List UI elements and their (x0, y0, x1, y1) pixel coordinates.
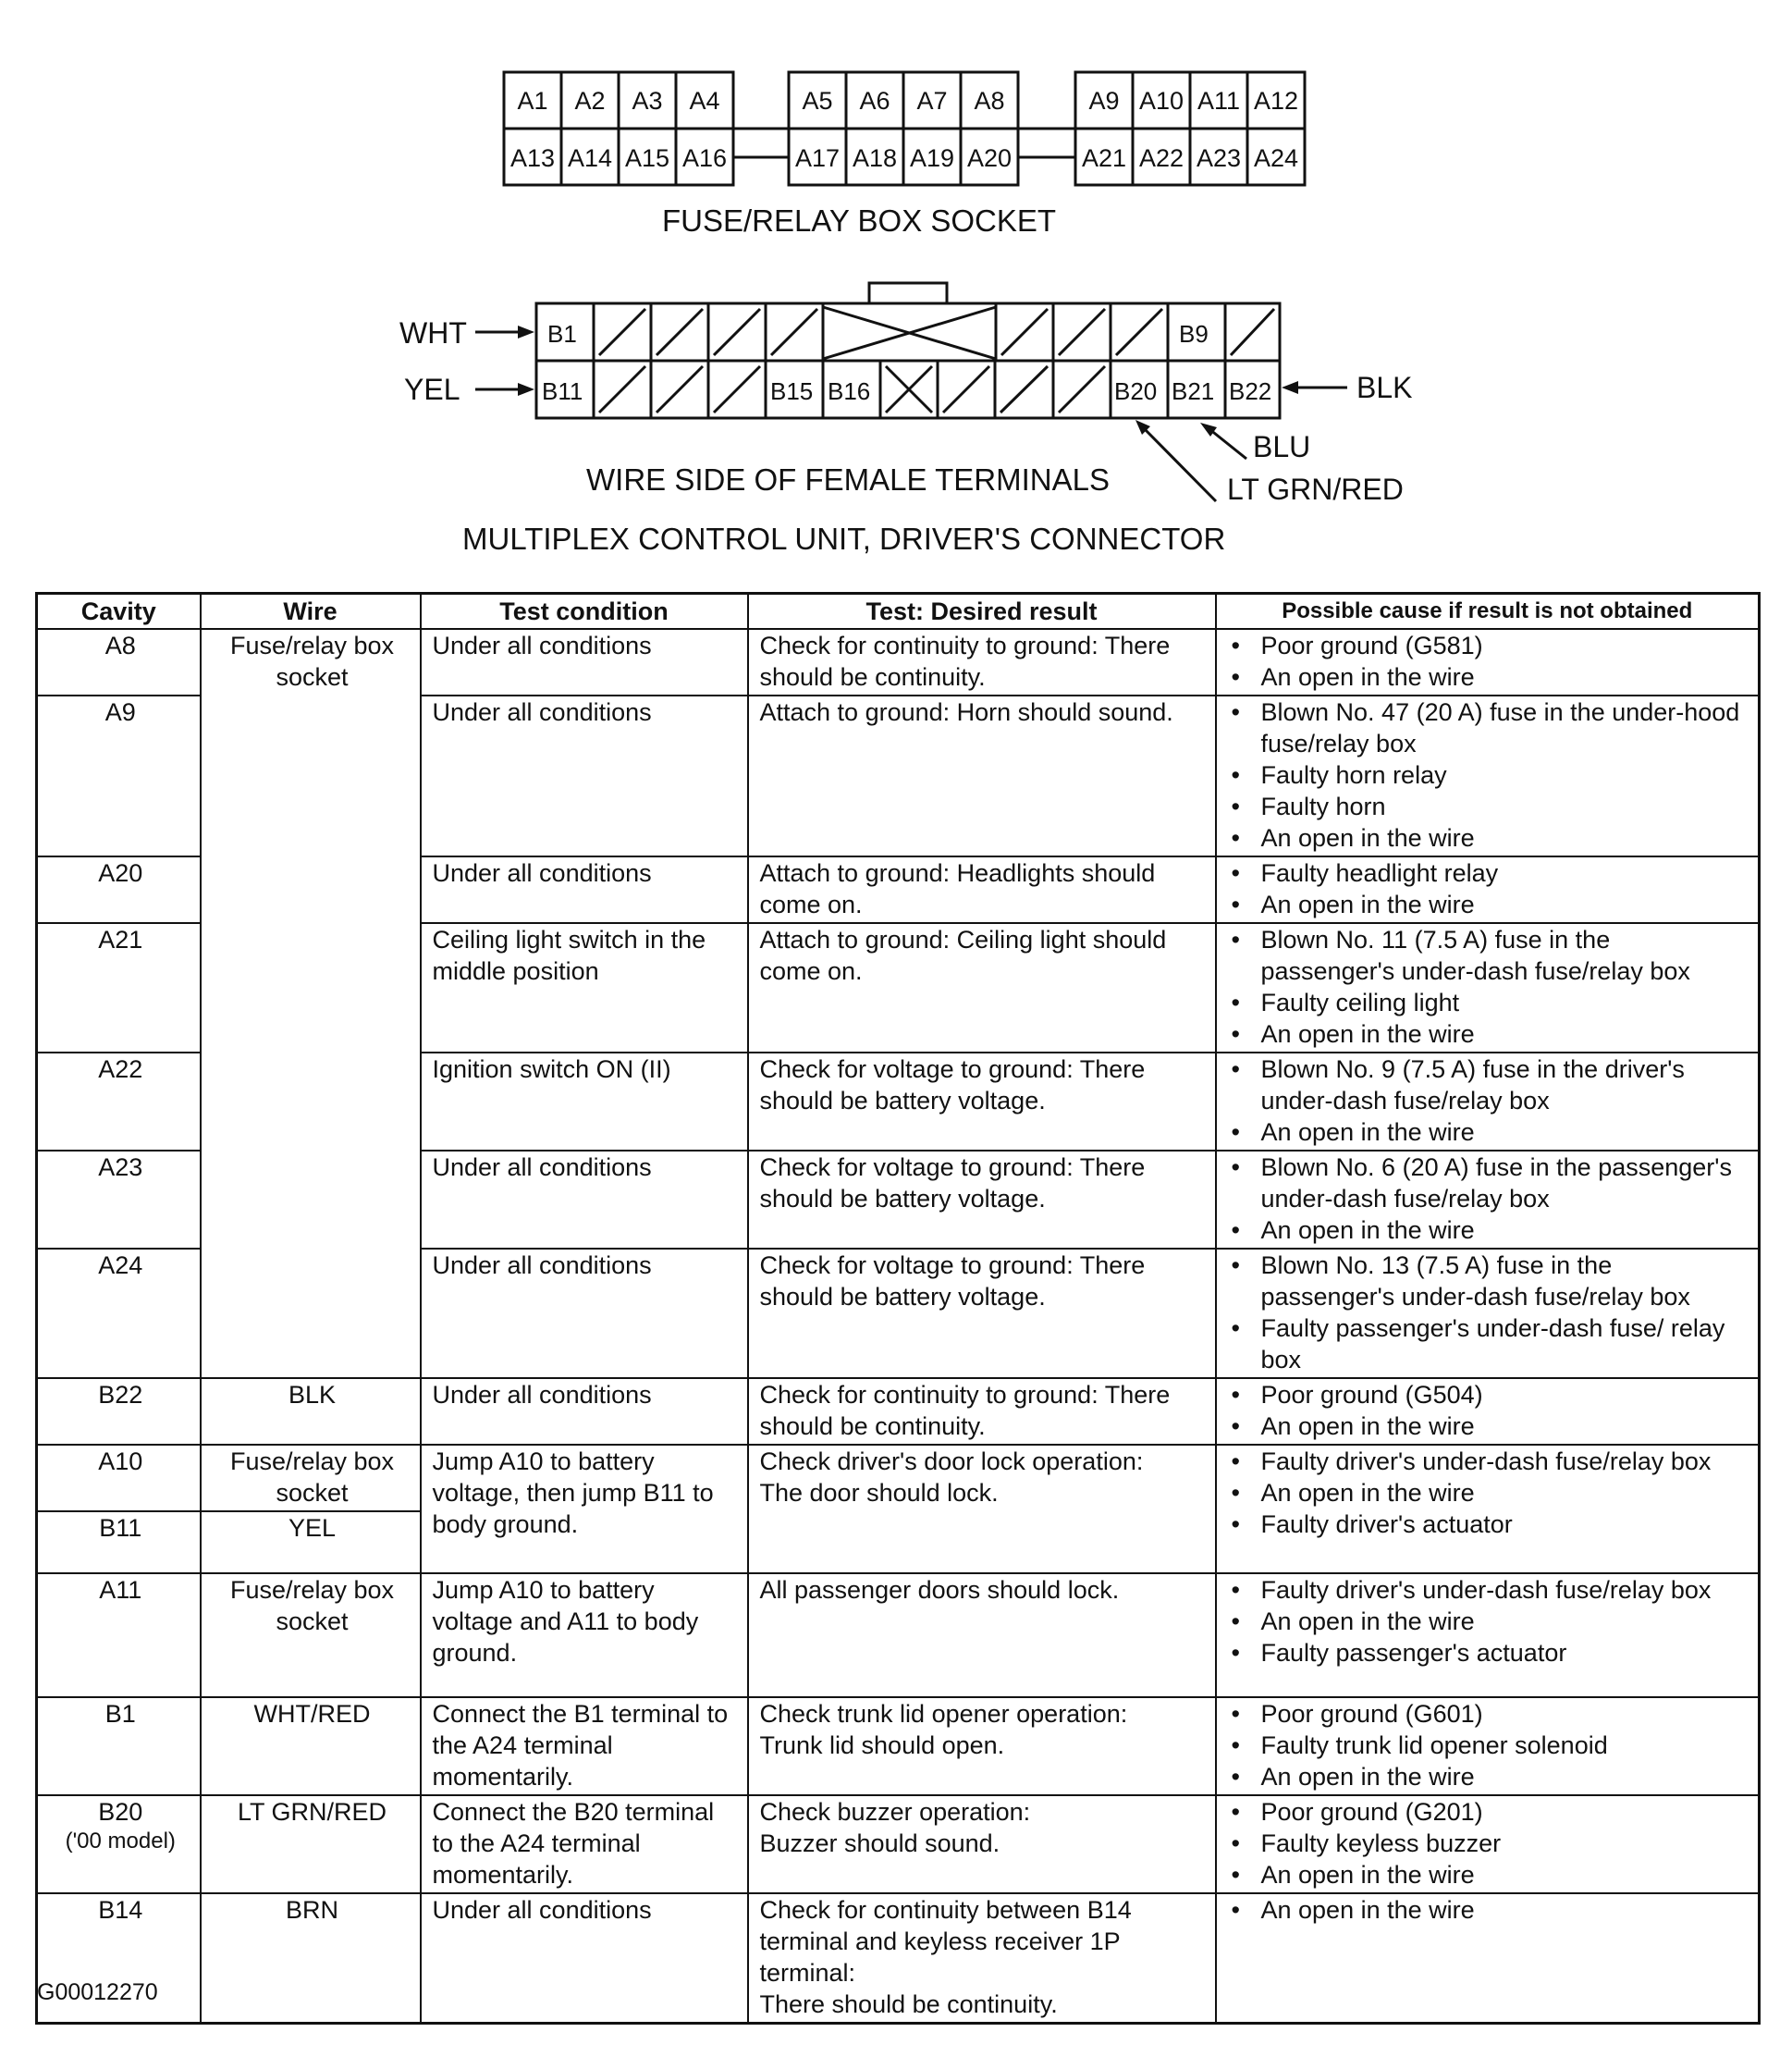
wire-cell: Fuse/relay box socket (201, 1445, 421, 1511)
cause-cell (1216, 1573, 1760, 1697)
header-possible-cause: Possible cause if result is not obtained (1216, 594, 1760, 630)
cause-item: • Blown No. 9 (7.5 A) fuse in the driver's under-dash fuse/relay box (1228, 1053, 1751, 1116)
cause-item: • Faulty horn (1228, 791, 1751, 822)
table-row (37, 1445, 1760, 1511)
condition-cell: Jump A10 to battery voltage, then jump B11 to body ground. (421, 1445, 748, 1573)
result-line: Buzzer should sound. (759, 1829, 1000, 1857)
result-cell (748, 1697, 1216, 1795)
result-line: Check buzzer operation: (759, 1798, 1031, 1826)
cavity-cell: A21 (37, 923, 201, 1053)
socket-pin-label: A20 (966, 144, 1013, 172)
socket-pin-label: A18 (852, 144, 898, 172)
socket-pin-label: A11 (1197, 87, 1241, 115)
cause-cell (1216, 1378, 1760, 1445)
cause-cell (1216, 1151, 1760, 1249)
socket-pin-label: A14 (567, 144, 613, 172)
result-cell: Check for voltage to ground: There should be battery voltage. (748, 1249, 1216, 1378)
cause-item: • Blown No. 47 (20 A) fuse in the under-hood fuse/relay box (1228, 696, 1751, 759)
terminal-label: B11 (542, 377, 583, 405)
terminal-label: B21 (1172, 377, 1215, 405)
cause-item: • Poor ground (G504) (1228, 1379, 1751, 1410)
condition-cell: Under all conditions (421, 1249, 748, 1378)
terminal-label: B1 (547, 320, 577, 348)
cause-cell (1216, 1795, 1760, 1893)
cavity-cell: B11 (37, 1511, 201, 1573)
cavity-cell: A9 (37, 696, 201, 856)
cause-item: • Poor ground (G201) (1228, 1796, 1751, 1828)
result-cell: Attach to ground: Horn should sound. (748, 696, 1216, 856)
cavity-cell (37, 1795, 201, 1893)
cavity-cell: A23 (37, 1151, 201, 1249)
header-wire: Wire (201, 594, 421, 630)
wire-cell: BLK (201, 1378, 421, 1445)
cavity-cell: A24 (37, 1249, 201, 1378)
cause-item: • Faulty driver's under-dash fuse/relay box (1228, 1446, 1751, 1477)
cavity-label: B20 (98, 1798, 143, 1826)
terminal-label: B9 (1179, 320, 1209, 348)
wire-color-label: WHT (399, 316, 467, 350)
cause-item: • Blown No. 6 (20 A) fuse in the passenger's under-dash fuse/relay box (1228, 1151, 1751, 1214)
result-line: There should be continuity. (759, 1990, 1058, 2018)
cause-cell (1216, 923, 1760, 1053)
cause-item: • An open in the wire (1228, 822, 1751, 854)
cavity-cell: A20 (37, 856, 201, 923)
socket-pin-label: A19 (909, 144, 955, 172)
socket-pin-label: A22 (1138, 144, 1184, 172)
condition-cell: Under all conditions (421, 1378, 748, 1445)
cause-item: • Faulty ceiling light (1228, 987, 1751, 1018)
wire-cell: BRN (201, 1893, 421, 2024)
figure-code: G00012270 (37, 1979, 158, 2005)
table-row (37, 1893, 1760, 2024)
result-cell: Attach to ground: Ceiling light should come on. (748, 923, 1216, 1053)
cause-item: • An open in the wire (1228, 661, 1751, 693)
condition-cell: Under all conditions (421, 1151, 748, 1249)
result-cell (748, 1893, 1216, 2024)
cause-cell (1216, 629, 1760, 696)
socket-pin-label: A8 (974, 87, 1005, 115)
cause-cell (1216, 1445, 1760, 1573)
socket-pin-label: A16 (681, 144, 728, 172)
cause-cell (1216, 1053, 1760, 1151)
cause-cell (1216, 1249, 1760, 1378)
socket-pin-label: A2 (574, 87, 606, 115)
cavity-cell: B1 (37, 1697, 201, 1795)
result-line: Check for continuity between B14 terminal and keyless receiver 1P terminal: (759, 1896, 1132, 1987)
table-row (37, 1378, 1760, 1445)
cause-item: • An open in the wire (1228, 1214, 1751, 1246)
result-cell: Check for continuity to ground: There should be continuity. (748, 1378, 1216, 1445)
condition-cell: Ignition switch ON (II) (421, 1053, 748, 1151)
connector-caption: WIRE SIDE OF FEMALE TERMINALS (586, 462, 1110, 497)
wire-color-label: BLU (1253, 430, 1311, 463)
cause-item: • An open in the wire (1228, 1606, 1751, 1637)
condition-cell: Connect the B20 terminal to the A24 terminal momentarily. (421, 1795, 748, 1893)
wire-cell: WHT/RED (201, 1697, 421, 1795)
result-cell: Check for voltage to ground: There should be battery voltage. (748, 1053, 1216, 1151)
cause-item: • An open in the wire (1228, 1410, 1751, 1442)
cause-cell (1216, 696, 1760, 856)
socket-caption: FUSE/RELAY BOX SOCKET (662, 203, 1057, 238)
wire-cell: Fuse/relay box socket (201, 629, 421, 1378)
result-cell: Attach to ground: Headlights should come on. (748, 856, 1216, 923)
socket-pin-label: A3 (632, 87, 663, 115)
wire-color-label: BLK (1356, 371, 1413, 404)
cavity-cell: A8 (37, 629, 201, 696)
socket-pin-label: A10 (1138, 87, 1184, 115)
connector-title: MULTIPLEX CONTROL UNIT, DRIVER'S CONNECTOR (462, 522, 1226, 556)
wire-cell: LT GRN/RED (201, 1795, 421, 1893)
cause-item: • Faulty keyless buzzer (1228, 1828, 1751, 1859)
socket-pin-label: A4 (689, 87, 720, 115)
cause-item: • Poor ground (G601) (1228, 1698, 1751, 1730)
cause-item: • Poor ground (G581) (1228, 630, 1751, 661)
condition-cell: Jump A10 to battery voltage and A11 to body ground. (421, 1573, 748, 1697)
cavity-cell: A22 (37, 1053, 201, 1151)
cause-item: • An open in the wire (1228, 1859, 1751, 1890)
result-line: The door should lock. (759, 1479, 999, 1507)
cause-item: • Blown No. 13 (7.5 A) fuse in the passenger's under-dash fuse/relay box (1228, 1250, 1751, 1312)
cause-item: • Faulty driver's under-dash fuse/relay box (1228, 1574, 1751, 1606)
condition-cell: Under all conditions (421, 696, 748, 856)
result-cell (748, 1445, 1216, 1573)
result-line: Trunk lid should open. (759, 1731, 1005, 1759)
terminal-label: B22 (1229, 377, 1272, 405)
cause-item: • Faulty passenger's actuator (1228, 1637, 1751, 1669)
wire-color-label: YEL (404, 373, 460, 406)
condition-cell: Under all conditions (421, 856, 748, 923)
table-row (37, 1795, 1760, 1893)
cause-item: • Blown No. 11 (7.5 A) fuse in the passenger's under-dash fuse/relay box (1228, 924, 1751, 987)
socket-pin-label: A21 (1081, 144, 1127, 172)
header-cavity: Cavity (37, 594, 201, 630)
connector-diagrams (0, 0, 1792, 592)
socket-pin-label: A13 (509, 144, 556, 172)
cause-item: • An open in the wire (1228, 1477, 1751, 1509)
cause-cell (1216, 1697, 1760, 1795)
condition-cell: Under all conditions (421, 629, 748, 696)
socket-pin-label: A1 (517, 87, 548, 115)
socket-pin-label: A23 (1196, 144, 1242, 172)
cause-item: • An open in the wire (1228, 1894, 1751, 1926)
cause-item: • Faulty driver's actuator (1228, 1509, 1751, 1540)
wire-cell: YEL (201, 1511, 421, 1573)
result-line: Check driver's door lock operation: (759, 1447, 1144, 1475)
cause-item: • An open in the wire (1228, 1761, 1751, 1792)
result-cell: Check for continuity to ground: There should be continuity. (748, 629, 1216, 696)
cavity-cell: A10 (37, 1445, 201, 1511)
cause-cell (1216, 1893, 1760, 2024)
cause-item: • Faulty horn relay (1228, 759, 1751, 791)
result-line: Check trunk lid opener operation: (759, 1700, 1128, 1728)
header-desired-result: Test: Desired result (748, 594, 1216, 630)
condition-cell: Ceiling light switch in the middle position (421, 923, 748, 1053)
terminal-label: B20 (1114, 377, 1158, 405)
diagnosis-table (35, 592, 1761, 2025)
cavity-cell: B14 (37, 1893, 201, 2024)
header-test-condition: Test condition (421, 594, 748, 630)
cause-item: • Faulty headlight relay (1228, 857, 1751, 889)
result-cell: Check for voltage to ground: There should be battery voltage. (748, 1151, 1216, 1249)
socket-pin-label: A7 (916, 87, 948, 115)
result-cell: All passenger doors should lock. (748, 1573, 1216, 1697)
socket-pin-label: A9 (1088, 87, 1120, 115)
cause-item: • Faulty passenger's under-dash fuse/ relay box (1228, 1312, 1751, 1375)
table-row (37, 1697, 1760, 1795)
table-row (37, 1573, 1760, 1697)
cavity-cell: B22 (37, 1378, 201, 1445)
wire-cell: Fuse/relay box socket (201, 1573, 421, 1697)
socket-pin-label: A15 (624, 144, 670, 172)
terminal-label: B15 (770, 377, 814, 405)
socket-pin-label: A12 (1253, 87, 1299, 115)
socket-pin-label: A17 (794, 144, 841, 172)
cause-item: • An open in the wire (1228, 889, 1751, 920)
socket-pin-label: A6 (859, 87, 890, 115)
socket-pin-label: A24 (1253, 144, 1299, 172)
cause-cell (1216, 856, 1760, 923)
socket-pin-label: A5 (802, 87, 833, 115)
cause-item: • An open in the wire (1228, 1116, 1751, 1148)
table-row (37, 629, 1760, 696)
cavity-cell: A11 (37, 1573, 201, 1697)
result-cell (748, 1795, 1216, 1893)
wire-color-label: LT GRN/RED (1227, 473, 1404, 506)
condition-cell: Connect the B1 terminal to the A24 terminal momentarily. (421, 1697, 748, 1795)
cause-item: • Faulty trunk lid opener solenoid (1228, 1730, 1751, 1761)
terminal-label: B16 (828, 377, 871, 405)
condition-cell: Under all conditions (421, 1893, 748, 2024)
cavity-note: ('00 model) (65, 1829, 176, 1853)
cause-item: • An open in the wire (1228, 1018, 1751, 1050)
